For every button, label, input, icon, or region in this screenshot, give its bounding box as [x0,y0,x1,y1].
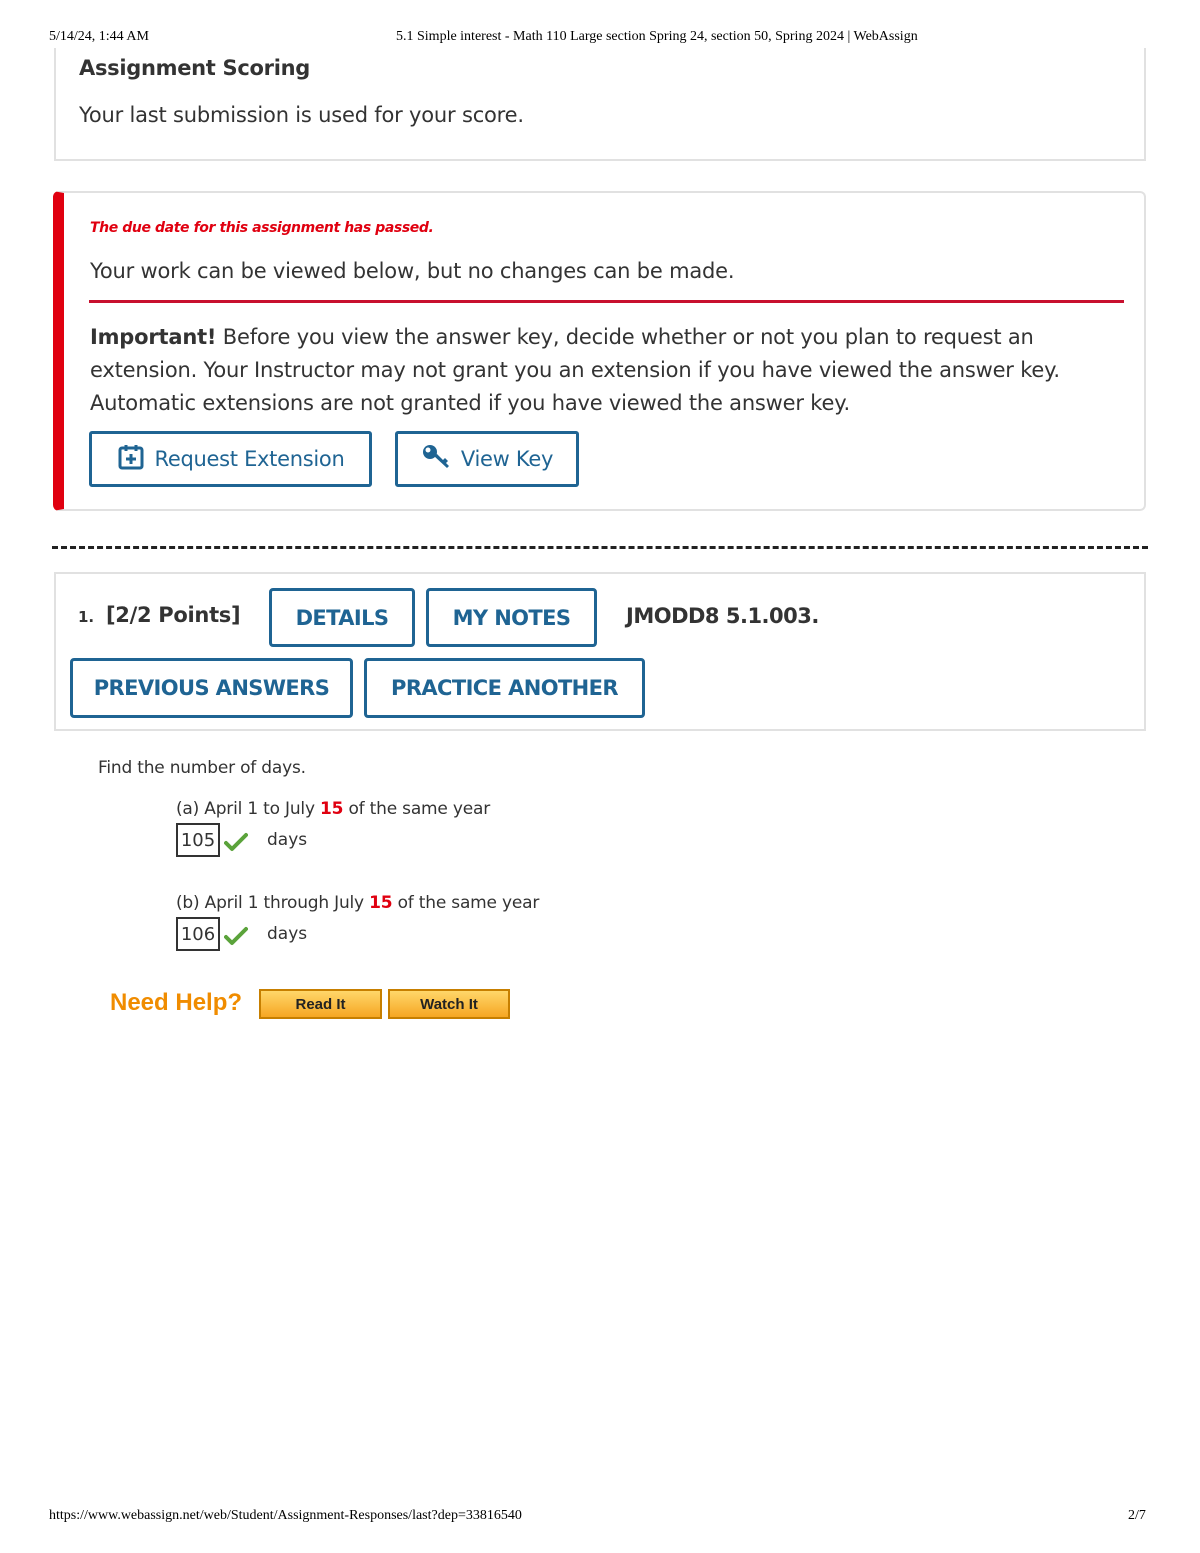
part-b-highlight: 15 [369,893,393,913]
view-key-button[interactable] [395,431,579,487]
correct-check-icon [224,926,248,946]
important-text: Before you view the answer key, decide whether or not you plan to request an extension. Your Instructor may not grant you an extension if you have viewed the answer key. Automatic extensions are not granted if you have viewed the answer key. [90,325,1060,415]
question-number: 1. [78,608,95,626]
print-url: https://www.webassign.net/web/Student/Assignment-Responses/last?dep=33816540 [49,1508,522,1523]
question-separator [52,546,1148,549]
part-a-highlight: 15 [320,799,344,819]
question-code: JMODD8 5.1.003. [626,604,819,628]
calendar-plus-icon [117,443,145,476]
scoring-text: Your last submission is used for your score. [79,103,524,127]
key-icon [421,443,451,476]
need-help-label: Need Help? [110,989,243,1016]
part-b-unit: days [267,924,308,944]
due-date-text: Your work can be viewed below, but no changes can be made. [90,259,735,283]
question-header [54,572,1146,731]
watch-it-button[interactable]: Watch It [388,989,510,1019]
my-notes-button[interactable]: MY NOTES [426,588,597,647]
important-message [90,321,1100,420]
read-it-button[interactable]: Read It [259,989,382,1019]
previous-answers-button[interactable]: PREVIOUS ANSWERS [70,658,353,718]
due-date-notice [53,191,1146,511]
print-page-title: 5.1 Simple interest - Math 110 Large section Spring 24, section 50, Spring 2024 | WebAssign [396,29,918,44]
part-a-prefix: (a) April 1 to July [176,799,321,819]
assignment-scoring-panel [54,48,1146,161]
part-b-prefix: (b) April 1 through July [176,893,370,913]
part-a-suffix: of the same year [343,799,491,819]
part-a-label [176,799,490,819]
request-extension-button[interactable] [89,431,372,487]
part-b-answer-field[interactable]: 106 [176,917,220,951]
part-b-suffix: of the same year [392,893,540,913]
part-a-answer-field[interactable]: 105 [176,823,220,857]
part-b-label [176,893,539,913]
practice-another-button[interactable]: PRACTICE ANOTHER [364,658,645,718]
important-label: Important! [90,325,217,349]
notice-divider [89,300,1124,303]
view-key-label: View Key [460,447,554,471]
correct-check-icon [224,832,248,852]
question-prompt: Find the number of days. [98,758,306,778]
part-a-unit: days [267,830,308,850]
question-points: [2/2 Points] [106,603,241,627]
due-date-heading: The due date for this assignment has passed. [90,220,434,236]
request-extension-label: Request Extension [154,447,345,471]
print-datetime: 5/14/24, 1:44 AM [49,29,149,44]
details-button[interactable]: DETAILS [269,588,415,647]
print-page-number: 2/7 [1128,1508,1146,1523]
scoring-title: Assignment Scoring [79,56,310,80]
